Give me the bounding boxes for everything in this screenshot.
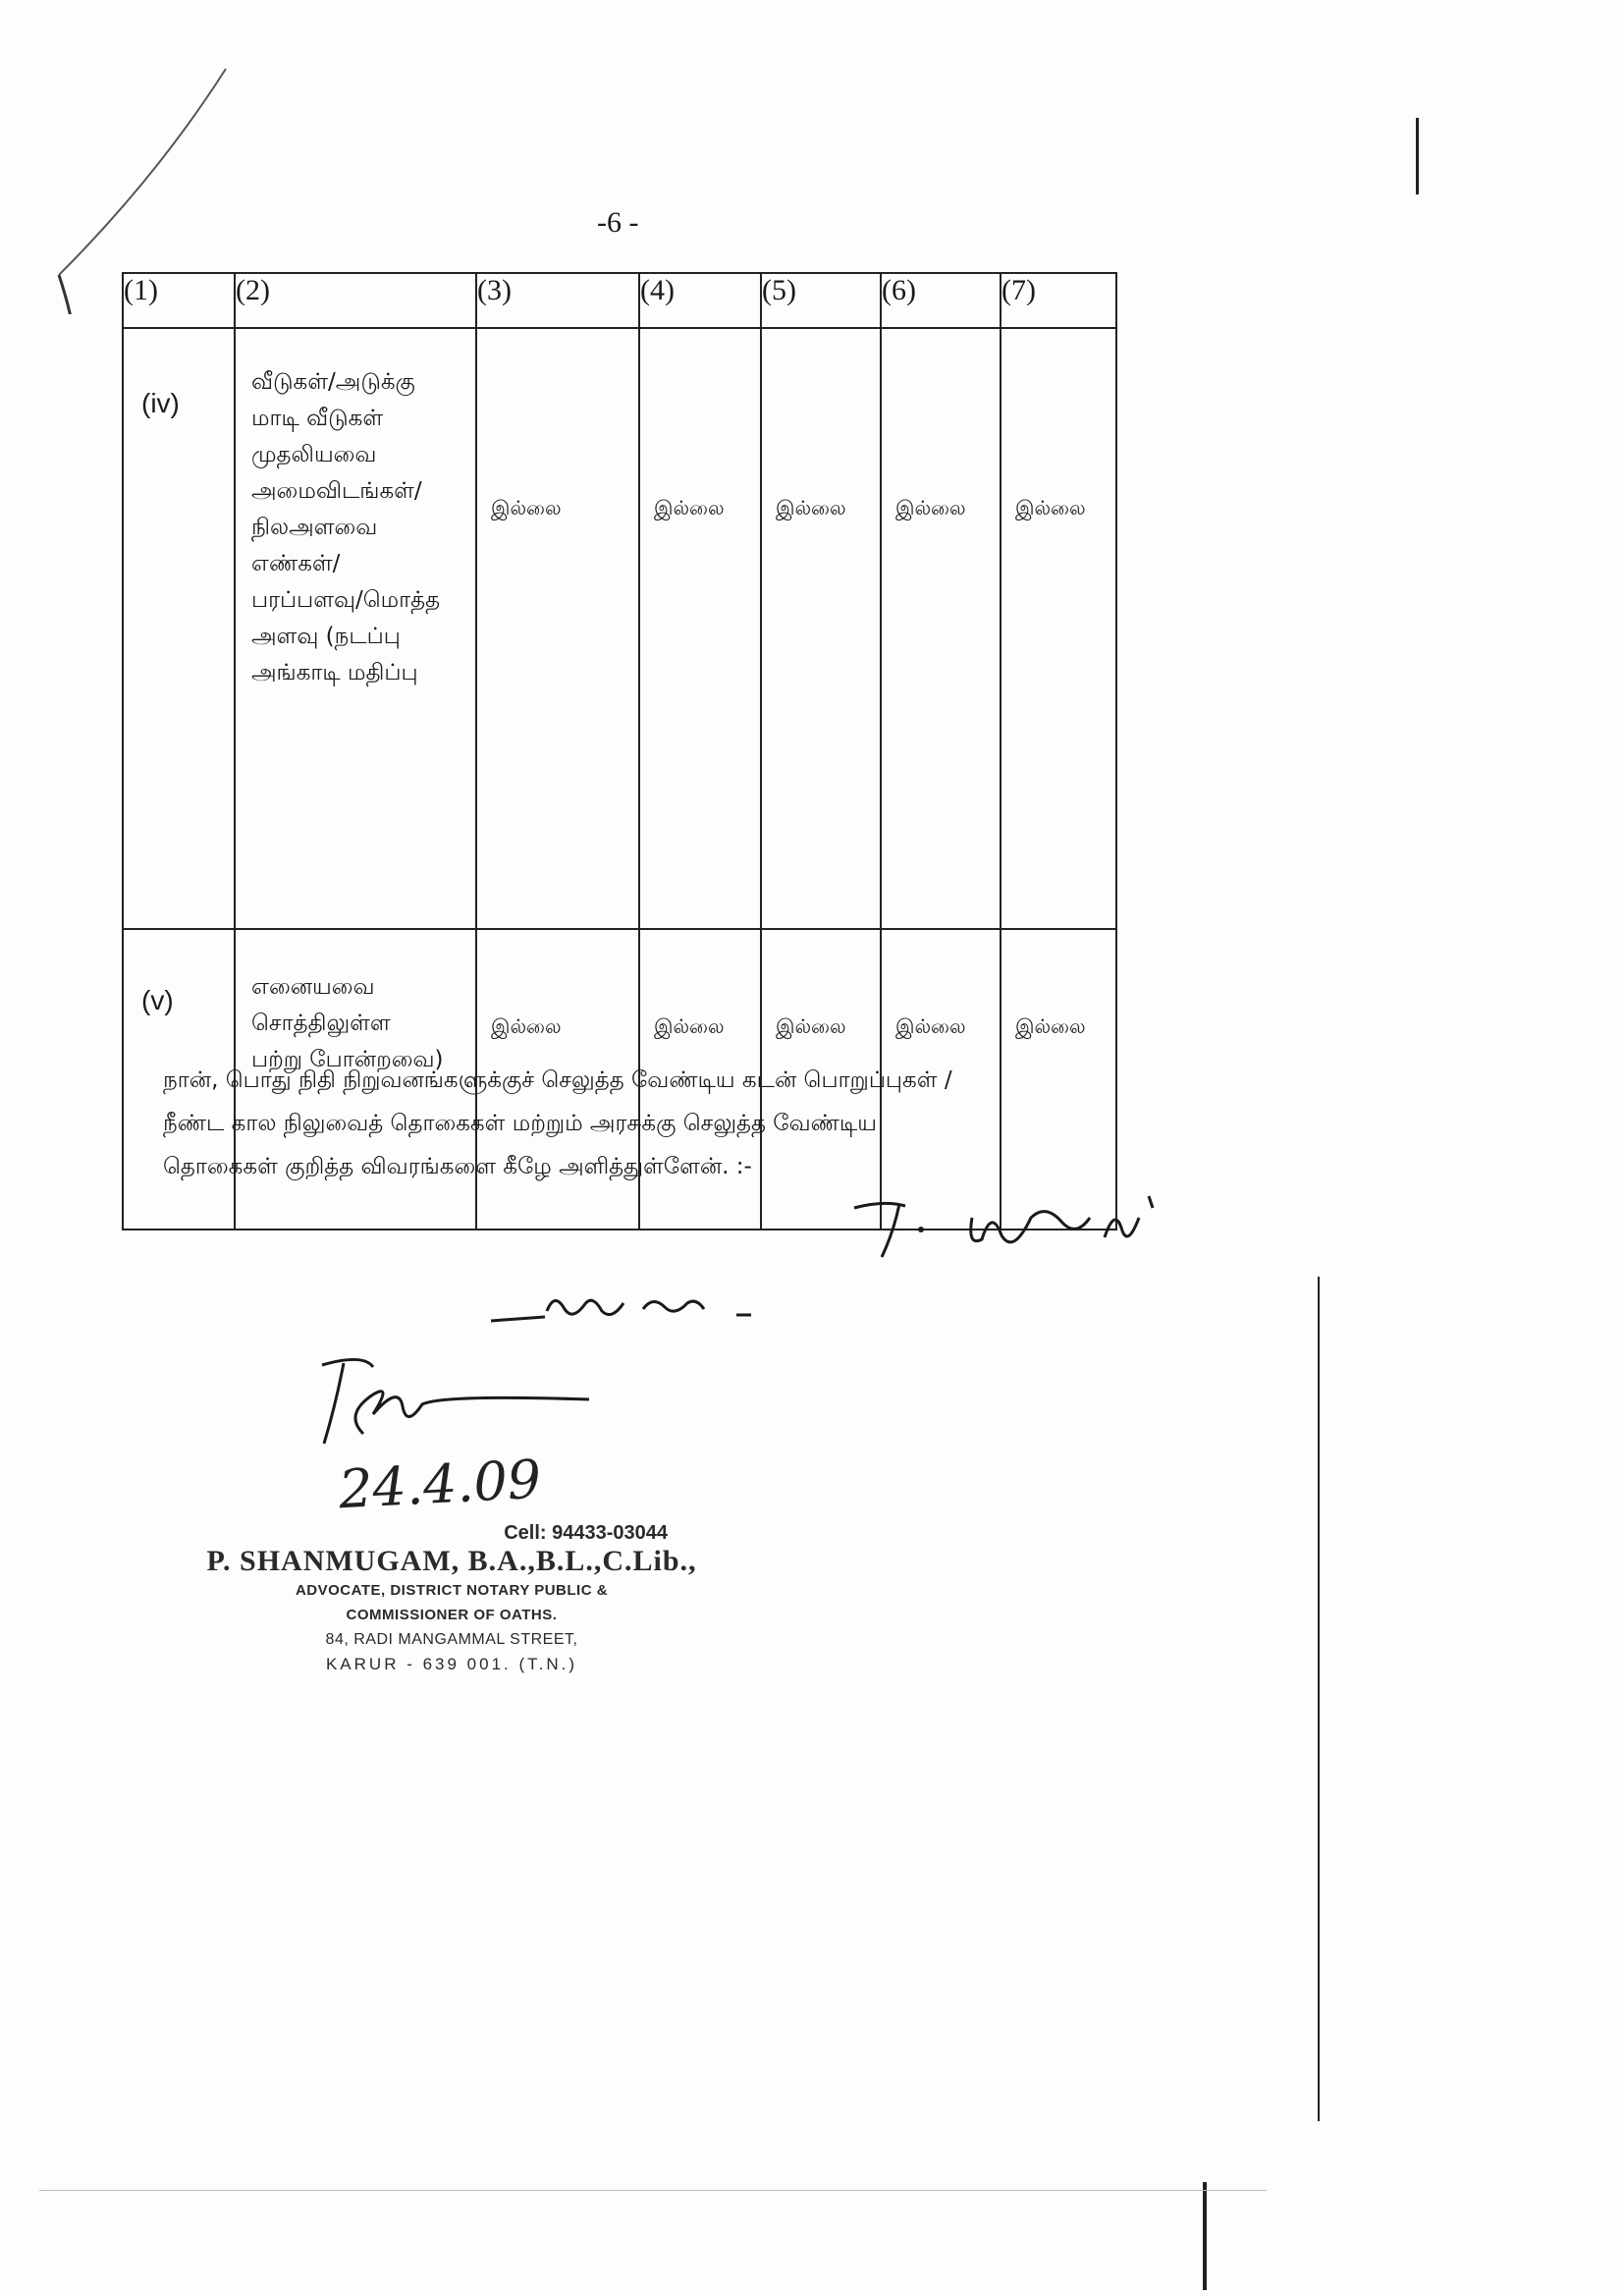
declaration-line: தொகைகள் குறித்த விவரங்களை கீழே அளித்துள்ளேன். :-: [163, 1154, 752, 1179]
description-line: அமைவிடங்கள்/: [251, 478, 422, 504]
stamp-title: ADVOCATE, DISTRICT NOTARY PUBLIC &: [295, 1582, 609, 1599]
column-header: (6): [881, 273, 1001, 328]
page-number: -6 -: [597, 206, 639, 239]
description-line: அளவு (நடப்பு: [251, 624, 401, 649]
description-line: வீடுகள்/அடுக்கு: [251, 369, 415, 395]
value-cell: இல்லை: [1001, 328, 1116, 929]
stamp-phone: Cell: 94433-03044: [504, 1522, 668, 1544]
value-cell: இல்லை: [476, 929, 639, 1230]
row-number: (iv): [123, 328, 235, 929]
column-header: (4): [639, 273, 761, 328]
right-margin-rule: [1318, 1277, 1320, 2121]
description-line: எண்கள்/: [251, 551, 341, 576]
stamp-name: P. SHANMUGAM, B.A.,B.L.,C.Lib.,: [206, 1545, 697, 1577]
value-cell: இல்லை: [476, 328, 639, 929]
table-header-row: [123, 273, 1116, 328]
description-line: மாடி வீடுகள்: [251, 406, 384, 431]
value-cell: இல்லை: [639, 929, 761, 1230]
handwritten-note: [486, 1282, 781, 1340]
description-line: பரப்பளவு/மொத்த: [251, 587, 441, 613]
description-line: முதலியவை: [251, 442, 377, 467]
declaration-line: நான், பொது நிதி நிறுவனங்களுக்குச் செலுத்த வேண்டிய கடன் பொறுப்புகள் /: [163, 1067, 952, 1093]
column-header: (1): [123, 273, 235, 328]
description-line: பற்று போன்றவை): [251, 1047, 444, 1072]
bottom-margin-mark: [1203, 2182, 1207, 2290]
notary-stamp: [206, 1522, 697, 1676]
description-line: எனையவை: [251, 974, 375, 1000]
stamp-address: 84, RADI MANGAMMAL STREET,: [325, 1631, 578, 1648]
value-cell: இல்லை: [881, 328, 1001, 929]
value-cell: இல்லை: [881, 929, 1001, 1230]
row-number: (v): [123, 929, 235, 1230]
column-header: (2): [235, 273, 476, 328]
declaration-text: [163, 1059, 1106, 1188]
description-line: சொத்திலுள்ள: [251, 1011, 391, 1036]
value-cell: இல்லை: [761, 328, 881, 929]
column-header: (3): [476, 273, 639, 328]
description-line: நிலஅளவை: [251, 515, 378, 540]
right-margin-mark: [1416, 118, 1419, 194]
declarant-signature: [844, 1178, 1198, 1277]
stamp-city: KARUR - 639 001. (T.N.): [325, 1655, 578, 1673]
column-header: (7): [1001, 273, 1116, 328]
stamp-title-2: COMMISSIONER OF OATHS.: [346, 1607, 558, 1623]
bottom-dotted-rule: [39, 2190, 1267, 2191]
table-row: [123, 328, 1116, 929]
value-cell: இல்லை: [639, 328, 761, 929]
value-cell: இல்லை: [1001, 929, 1116, 1230]
description-line: அங்காடி மதிப்பு: [251, 660, 418, 685]
corner-fold-mark: [39, 59, 236, 314]
value-cell: இல்லை: [761, 929, 881, 1230]
declaration-line: நீண்ட கால நிலுவைத் தொகைகள் மற்றும் அரசுக்கு செலுத்த வேண்டிய: [163, 1111, 877, 1136]
notary-date: 24.4.09: [337, 1448, 543, 1521]
notary-signature: [304, 1345, 599, 1453]
row-description: [235, 328, 476, 929]
column-header: (5): [761, 273, 881, 328]
